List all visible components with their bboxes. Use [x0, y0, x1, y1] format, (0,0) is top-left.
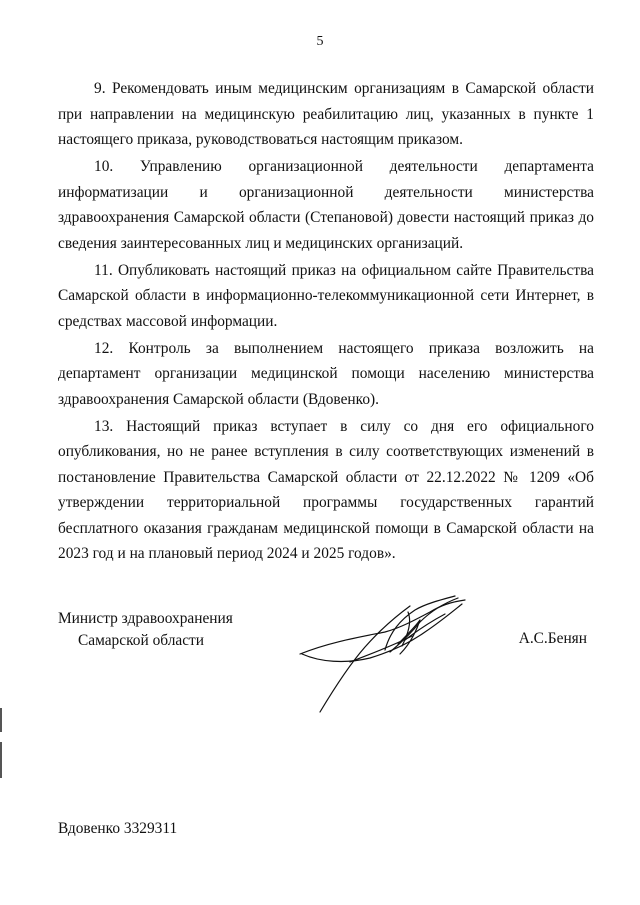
- executor-note: Вдовенко 3329311: [58, 820, 178, 837]
- paragraph-9: 9. Рекомендовать иным медицинским организациям в Самарской области при направлении на медицинскую реабилитацию лиц, указанных в пункте 1 настоящего приказа, руководствоваться настоящим приказом.: [58, 80, 594, 148]
- paragraph-12: 12. Контроль за выполнением настоящего приказа возложить на департамент организации медицинской помощи населению министерства здравоохранения Самарской области (Вдовенко).: [58, 339, 594, 408]
- scan-edge-mark: [0, 708, 2, 732]
- signer-title-line2: Самарской области: [78, 632, 205, 649]
- paragraph-10: 10. Управлению организационной деятельности департамента информатизации и организационной деятельности министерства здравоохранения Самарской области (Степановой) довести настоящий приказ до сведения заинтересованных лиц и медицинских организаций.: [58, 158, 594, 252]
- paragraph-13: 13. Настоящий приказ вступает в силу со дня его официального опубликования, но не ранее вступления в силу соответствующих изменений в постановление Правительства Самарской области от 22.12.2022 № 1209 «Об утверждении территориальной программы государственных гарантий бесплатного оказания гражданам медицинской помощи в Самарской области на 2023 год и на плановый период 2024 и 2025 годов».: [58, 417, 594, 562]
- page-number: 5: [316, 34, 324, 49]
- handwritten-signature: [290, 592, 480, 717]
- paragraph-11: 11. Опубликовать настоящий приказ на официальном сайте Правительства Самарской области в информационно-телекоммуникационной сети Интернет, в средствах массовой информации.: [58, 261, 594, 330]
- scan-edge-mark: [0, 742, 2, 778]
- signer-title: [58, 608, 233, 652]
- signer-title-line1: Министр здравоохранения: [58, 610, 233, 627]
- signer-name: А.С.Бенян: [518, 630, 587, 647]
- document-body: [58, 76, 594, 568]
